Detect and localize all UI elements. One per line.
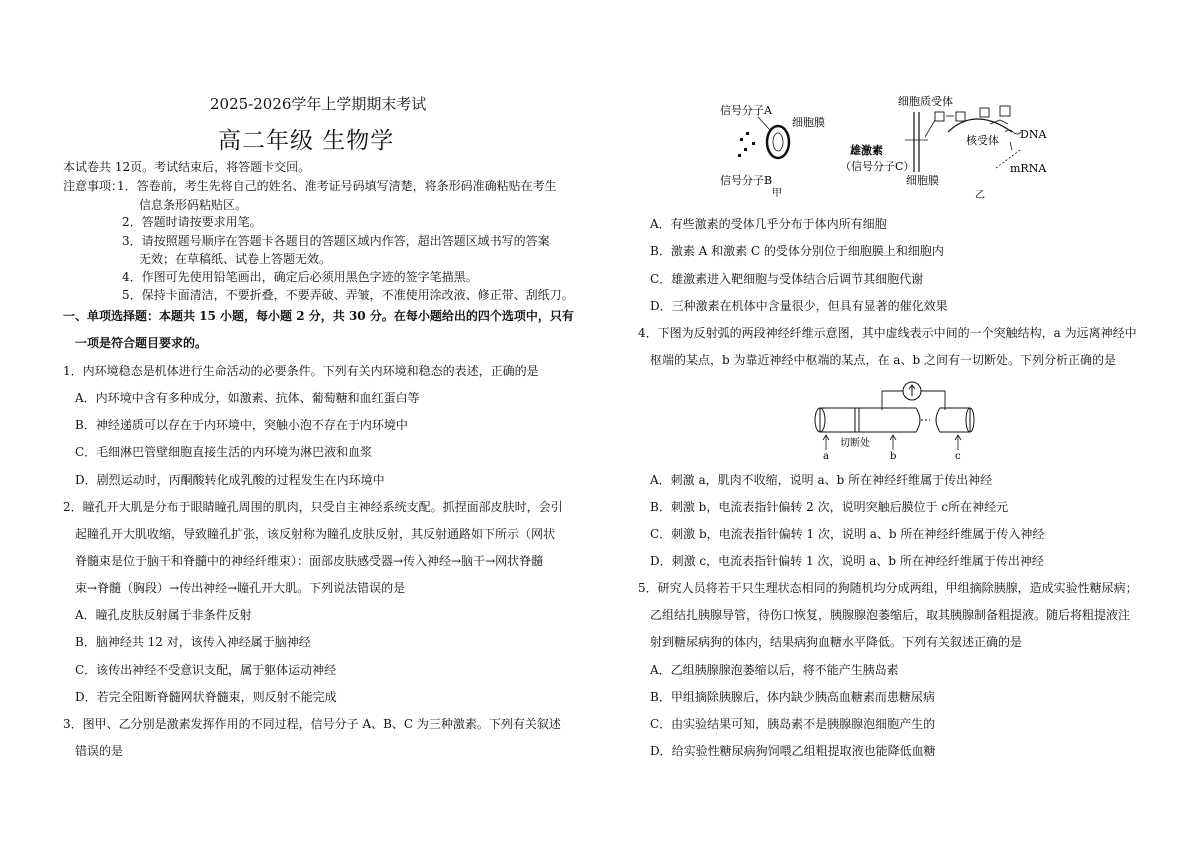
q4-stem-1: 4．下图为反射弧的两段神经纤维示意图，其中虚线表示中间的一个突触结构，a 为远离神经中 bbox=[638, 326, 1137, 340]
nerve-fiber-right bbox=[936, 408, 970, 432]
q3-option-b: B．激素 A 和激素 C 的受体分别位于细胞膜上和细胞内 bbox=[650, 244, 944, 258]
section-header-line1: 一、单项选择题：本题共 15 小题，每小题 2 分，共 30 分。在每小题给出的四个选项中，只有 bbox=[63, 309, 574, 323]
q4-option-c: C．刺激 b，电流表指针偏转 1 次，说明 a、b 所在神经纤维属于传入神经 bbox=[650, 527, 1045, 541]
note-1a: 1．答卷前，考生先将自己的姓名、准考证号码填写清楚，将条形码准确粘贴在考生 bbox=[117, 179, 557, 193]
q5-option-d: D．给实验性糖尿病狗饲喂乙组粗提取液也能降低血糖 bbox=[650, 744, 936, 758]
q5-option-b: B．甲组摘除胰腺后，体内缺少胰高血糖素而患糖尿病 bbox=[650, 690, 935, 704]
fig-signal-c-label: （信号分子C） bbox=[840, 160, 915, 173]
q1-option-d: D．剧烈运动时，丙酮酸转化成乳酸的过程发生在内环境中 bbox=[75, 473, 385, 487]
note-2: 2．答题时请按要求用笔。 bbox=[122, 215, 262, 229]
fig-mrna-label: mRNA bbox=[1010, 162, 1047, 175]
q3-figure bbox=[700, 92, 1140, 204]
signal-b-dots bbox=[738, 132, 755, 157]
q5-stem-1: 5．研究人员将若干只生理状态相同的狗随机均分成两组，甲组摘除胰腺，造成实验性糖尿病； bbox=[638, 581, 1138, 595]
q4-option-d: D．刺激 c，电流表指针偏转 1 次，说明 a、b 所在神经纤维属于传出神经 bbox=[650, 554, 1044, 568]
q2-stem-1: 2．瞳孔开大肌是分布于眼睛瞳孔周围的肌肉，只受自主神经系统支配。抓捏面部皮肤时，会引 bbox=[63, 500, 563, 514]
fig-point-c: c bbox=[955, 451, 961, 460]
q2-stem-4: 束→脊髓（胸段）→传出神经→瞳孔开大肌。下列说法错误的是 bbox=[75, 581, 406, 595]
q5-option-c: C．由实验结果可知，胰岛素不是胰腺腺泡细胞产生的 bbox=[650, 717, 936, 731]
fig-yi-label: 乙 bbox=[975, 190, 985, 201]
q2-option-a: A．瞳孔皮肤反射属于非条件反射 bbox=[75, 608, 252, 622]
q2-option-c: C．该传出神经不受意识支配，属于躯体运动神经 bbox=[75, 663, 337, 677]
fig-nuc-receptor-label: 核受体 bbox=[966, 134, 999, 147]
q5-option-a: A．乙组胰腺腺泡萎缩以后，将不能产生胰岛素 bbox=[650, 663, 899, 677]
fig-membrane-label: 细胞膜 bbox=[792, 116, 825, 129]
q2-option-d: D．若完全阻断脊髓网状脊髓束，则反射不能完成 bbox=[75, 690, 337, 704]
fig-point-a: a bbox=[823, 451, 829, 460]
intro-line: 本试卷共 12页。考试结束后，将答题卡交回。 bbox=[63, 160, 311, 174]
q4-option-b: B．刺激 b，电流表指针偏转 2 次，说明突触后膜位于 c所在神经元 bbox=[650, 500, 1009, 514]
note-5: 5．保持卡面清洁，不要折叠，不要弄破、弄皱，不准使用涂改液、修正带、刮纸刀。 bbox=[122, 288, 574, 302]
note-3b: 无效；在草稿纸、试卷上答题无效。 bbox=[139, 252, 332, 266]
q3-option-d: D．三种激素在机体中含量很少，但具有显著的催化效果 bbox=[650, 299, 948, 313]
fig-cut-label: 切断处 bbox=[840, 438, 870, 449]
q3-stem-1: 3．图甲、乙分别是激素发挥作用的不同过程，信号分子 A、B、C 为三种激素。下列有关叙述 bbox=[63, 717, 561, 731]
q2-stem-3: 脊髓束是位于脑干和脊髓中的神经纤维束）：面部皮肤感受器→传入神经→脑干→网状脊髓 bbox=[75, 554, 544, 568]
q2-option-b: B．脑神经共 12 对，该传入神经属于脑神经 bbox=[75, 635, 311, 649]
note-3a: 3．请按照题号顺序在答题卡各题目的答题区域内作答，超出答题区域书写的答案 bbox=[122, 234, 550, 248]
exam-title: 2025-2026学年上学期期末考试 bbox=[210, 95, 427, 113]
notes-label: 注意事项： bbox=[63, 179, 124, 193]
fig-signal-a-label: 信号分子A bbox=[720, 104, 772, 117]
q4-figure bbox=[800, 378, 980, 460]
q5-stem-3: 射到糖尿病狗的体内，结果病狗血糖水平降低。下列有关叙述正确的是 bbox=[650, 635, 1023, 649]
section-header-line2: 一项是符合题目要求的。 bbox=[75, 336, 208, 350]
q4-stem-2: 枢端的某点，b 为靠近神经中枢端的某点，在 a、b 之间有一切断处。下列分析正确的是 bbox=[650, 353, 1116, 367]
q1-option-c: C．毛细淋巴管壁细胞直接生活的内环境为淋巴液和血浆 bbox=[75, 445, 373, 459]
q3-option-c: C．雄激素进入靶细胞与受体结合后调节其细胞代谢 bbox=[650, 272, 924, 286]
fig-jia-label: 甲 bbox=[772, 188, 782, 199]
cell-membrane-shape bbox=[767, 126, 789, 158]
q4-option-a: A．刺激 a，肌肉不收缩，说明 a、b 所在神经纤维属于传出神经 bbox=[650, 473, 993, 487]
note-1b: 信息条形码粘贴区。 bbox=[139, 198, 248, 212]
exam-subtitle: 高二年级 生物学 bbox=[218, 128, 395, 154]
q1-stem: 1．内环境稳态是机体进行生命活动的必要条件。下列有关内环境和稳态的表述，正确的是 bbox=[63, 364, 539, 378]
q2-stem-2: 起瞳孔开大肌收缩，导致瞳孔扩张，该反射称为瞳孔皮肤反射，其反射通路如下所示（网状 bbox=[75, 527, 556, 541]
q5-stem-2: 乙组结扎胰腺导管，待伤口恢复，胰腺腺泡萎缩后，取其胰腺制备粗提液。随后将粗提液注 bbox=[650, 608, 1131, 622]
fig-membrane2-label: 细胞膜 bbox=[906, 174, 939, 187]
fig-androgen-label: 雄激素 bbox=[850, 144, 883, 157]
q3-option-a: A．有些激素的受体几乎分布于体内所有细胞 bbox=[650, 217, 887, 231]
q1-option-a: A．内环境中含有多种成分，如激素、抗体、葡萄糖和血红蛋白等 bbox=[75, 391, 420, 405]
q3-stem-2: 错误的是 bbox=[75, 744, 124, 758]
fig-cyto-receptor-label: 细胞质受体 bbox=[898, 95, 953, 108]
nerve-fiber-left bbox=[820, 408, 920, 432]
fig-signal-b-label: 信号分子B bbox=[720, 174, 773, 187]
fig-dna-label: DNA bbox=[1020, 128, 1047, 141]
note-4: 4．作图可先使用铅笔画出，确定后必须用黑色字迹的签字笔描黑。 bbox=[122, 270, 478, 284]
q1-option-b: B．神经递质可以存在于内环境中，突触小泡不存在于内环境中 bbox=[75, 418, 408, 432]
fig-point-b: b bbox=[890, 451, 897, 460]
